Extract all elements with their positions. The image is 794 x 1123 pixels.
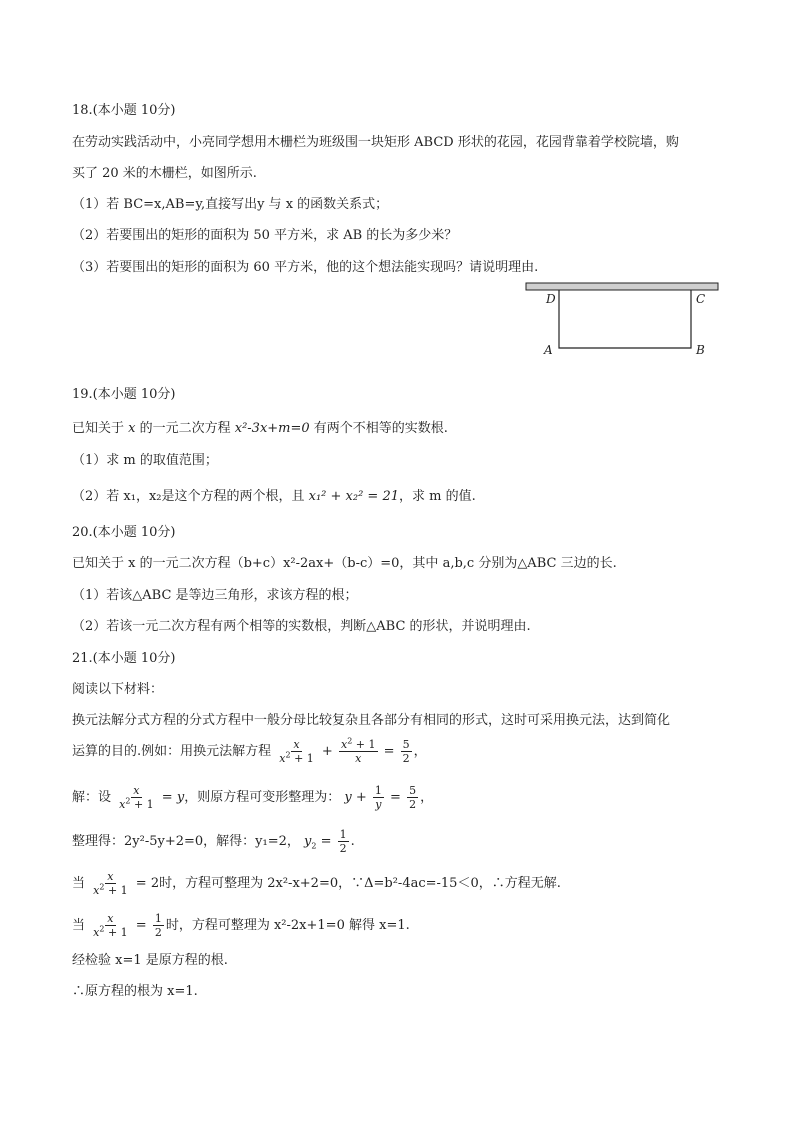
label-B: B [696, 343, 705, 357]
q18-intro-line2: 买了 20 米的木栅栏，如图所示. [72, 166, 257, 181]
fraction: $\frac{5}{2}$ [409, 784, 417, 811]
label-A: A [544, 343, 553, 357]
fraction: $\frac{1}{2}$ [154, 912, 162, 939]
label-D: D [546, 292, 556, 306]
q21-paragraph-line1: 换元法解分式方程的分式方程中一般分母比较复杂且各部分有相同的形式，这时可采用换元法，达到简化 [72, 713, 671, 728]
fraction: $\frac{x}{x^2 + 1}$ [93, 870, 128, 897]
q21-example-equation: 运算的目的.例如：用换元法解方程 $\frac{x}{x^2 + 1}$ + $\frac{x^2 + 1}{x}$ = $\frac{5}{2}$ ， [72, 736, 427, 765]
q20-part1: （1）若该△ABC 是等边三角形，求该方程的根； [72, 588, 358, 603]
q18-intro-line1: 在劳动实践活动中，小亮同学想用木栅栏为班级围一块矩形 ABCD 形状的花园，花园背靠着学校院墙，购 [72, 135, 679, 150]
fraction: $\frac{x}{x^2 + 1}$ [279, 738, 314, 765]
fraction: $\frac{x}{x^2 + 1}$ [93, 912, 128, 939]
q21-case2: 当 $\frac{x}{x^2 + 1}$ = $\frac{1}{2}$ 时，方程可整理为 x²-2x+1=0 解得 x=1. [72, 912, 410, 939]
q19-part1: （1）求 m 的取值范围； [72, 453, 218, 468]
fraction: $\frac{x^2 + 1}{x}$ [340, 736, 376, 765]
fraction: $\frac{x}{x^2 + 1}$ [119, 784, 154, 811]
label-C: C [696, 292, 706, 306]
q18-header: 18.(本小题 10分) [72, 103, 176, 118]
q20-header: 20.(本小题 10分) [72, 525, 176, 540]
q19-part2: （2）若 x₁，x₂是这个方程的两个根，且 x₁² + x₂² = 21，求 m 的值. [72, 489, 476, 504]
q20-stem: 已知关于 x 的一元二次方程（b+c）x²-2ax+（b-c）=0，其中 a,b,c 分别为△ABC 三边的长. [72, 556, 617, 571]
q21-header: 21.(本小题 10分) [72, 651, 176, 666]
q21-conclusion: ∴原方程的根为 x=1. [72, 984, 198, 999]
q19-stem: 已知关于 x 的一元二次方程 x²-3x+m=0 有两个不相等的实数根. [72, 421, 448, 436]
q18-part2: （2）若要围出的矩形的面积为 50 平方米，求 AB 的长为多少米？ [72, 228, 458, 243]
q18-part3: （3）若要围出的矩形的面积为 60 平方米，他的这个想法能实现吗？请说明理由. [72, 260, 539, 275]
q21-check: 经检验 x=1 是原方程的根. [72, 953, 228, 968]
fraction: $\frac{1}{2}$ [339, 828, 347, 855]
fraction: $\frac{1}{y}$ [374, 784, 382, 811]
fence [559, 290, 691, 348]
q20-part2: （2）若该一元二次方程有两个相等的实数根，判断△ABC 的形状，并说明理由. [72, 619, 531, 634]
school-wall [526, 283, 718, 290]
q21-read-material: 阅读以下材料： [72, 682, 164, 697]
q18-part1: （1）若 BC=x,AB=y,直接写出y 与 x 的函数关系式； [72, 197, 389, 212]
q21-case1: 当 $\frac{x}{x^2 + 1}$ = 2时，方程可整理为 2x²-x+2=0，∵Δ=b²-4ac=-15＜0，∴方程无解. [72, 870, 561, 897]
fraction: $\frac{5}{2}$ [402, 738, 410, 765]
q19-header: 19.(本小题 10分) [72, 387, 176, 402]
garden-figure [520, 280, 730, 360]
q21-solution-substitution: 解：设 $\frac{x}{x^2 + 1}$ = y，则原方程可变形整理为： y + $\frac{1}{y}$ = $\frac{5}{2}$ ， [72, 784, 434, 811]
q21-tidy-result: 整理得：2y²-5y+2=0，解得：y₁=2， $y_2$ = $\frac{1}{2}$ . [72, 828, 355, 855]
